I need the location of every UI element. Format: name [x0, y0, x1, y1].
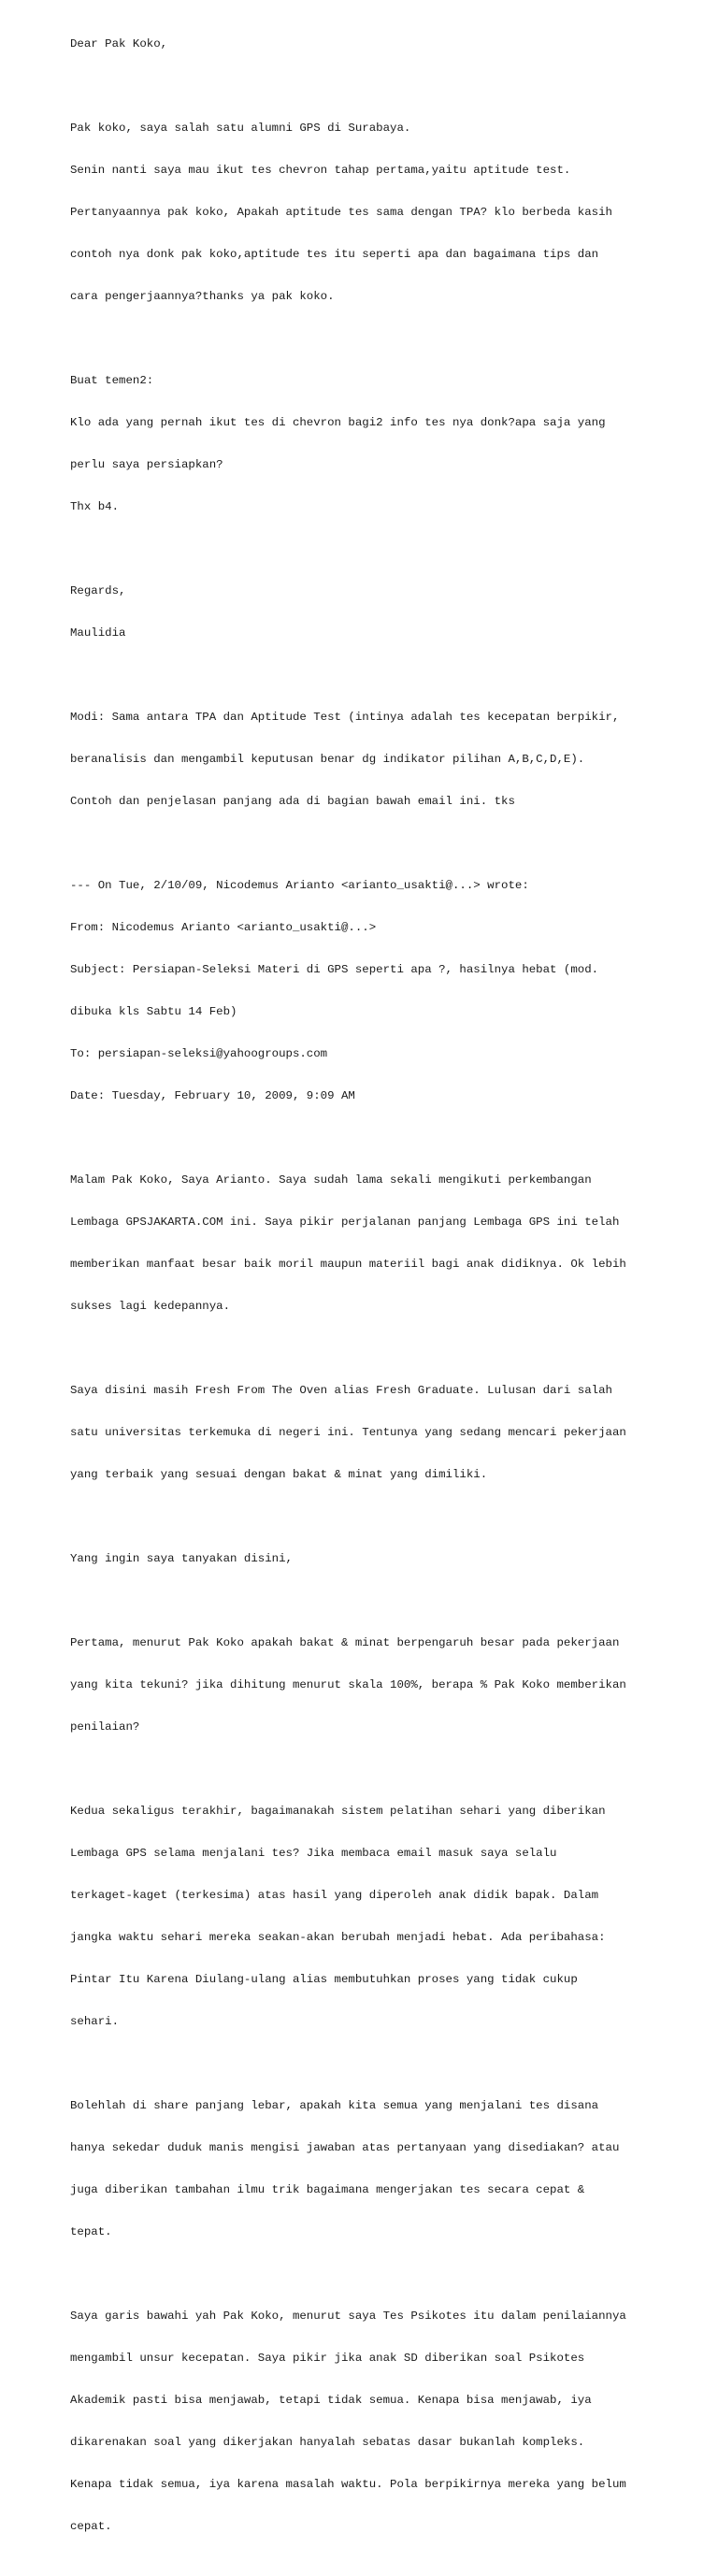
subject-line-continued: dibuka kls Sabtu 14 Feb)	[70, 1005, 237, 1018]
text-line: Saya garis bawahi yah Pak Koko, menurut saya Tes Psikotes itu dalam penilaiannya	[70, 2310, 626, 2323]
from-line: From: Nicodemus Arianto <arianto_usakti@...>	[70, 921, 377, 934]
text-line: Pintar Itu Karena Diulang-ulang alias membutuhkan proses yang tidak cukup	[70, 1973, 578, 1986]
text-line: memberikan manfaat besar baik moril maupun materiil bagi anak didiknya. Ok lebih	[70, 1258, 626, 1271]
text-line: Yang ingin saya tanyakan disini,	[70, 1552, 293, 1565]
body-paragraph	[70, 1356, 706, 1510]
text-line: Pak koko, saya salah satu alumni GPS di Surabaya.	[70, 122, 411, 135]
text-line: Regards,	[70, 584, 126, 597]
text-line: Malam Pak Koko, Saya Arianto. Saya sudah lama sekali mengikuti perkembangan	[70, 1173, 592, 1187]
text-line: Pertanyaannya pak koko, Apakah aptitude tes sama dengan TPA? klo berbeda kasih	[70, 206, 612, 219]
text-line: satu universitas terkemuka di negeri ini. Tentunya yang sedang mencari pekerjaan	[70, 1426, 626, 1439]
text-line: sehari.	[70, 2015, 120, 2028]
to-line: To: persiapan-seleksi@yahoogroups.com	[70, 1047, 328, 1060]
text-line: Pertama, menurut Pak Koko apakah bakat & minat berpengaruh besar pada pekerjaan	[70, 1636, 620, 1649]
text-line: yang kita tekuni? jika dihitung menurut skala 100%, berapa % Pak Koko memberikan	[70, 1678, 626, 1691]
body-paragraph	[70, 1777, 706, 2057]
text-line: Kenapa tidak semua, iya karena masalah waktu. Pola berpikirnya mereka yang belum	[70, 2478, 626, 2491]
email-document	[70, 9, 706, 2576]
date-line: Date: Tuesday, February 10, 2009, 9:09 AM	[70, 1089, 355, 1102]
text-line: sukses lagi kedepannya.	[70, 1300, 231, 1313]
text-line: Saya disini masih Fresh From The Oven alias Fresh Graduate. Lulusan dari salah	[70, 1384, 612, 1397]
text-line: tepat.	[70, 2225, 112, 2238]
text-line: Contoh dan penjelasan panjang ada di bagian bawah email ini. tks	[70, 795, 515, 808]
text-line: Modi: Sama antara TPA dan Aptitude Test (intinya adalah tes kecepatan berpikir,	[70, 711, 620, 724]
text-line: cara pengerjaannya?thanks ya pak koko.	[70, 290, 335, 303]
text-line: Thx b4.	[70, 500, 120, 513]
friends-paragraph	[70, 346, 706, 542]
text-line: beranalisis dan mengambil keputusan benar dg indikator pilihan A,B,C,D,E).	[70, 753, 585, 766]
text-line: hanya sekedar duduk manis mengisi jawaban atas pertanyaan yang disediakan? atau	[70, 2141, 620, 2154]
signoff	[70, 556, 706, 669]
text-line: contoh nya donk pak koko,aptitude tes itu seperti apa dan bagaimana tips dan	[70, 248, 599, 261]
text-line: penilaian?	[70, 1720, 140, 1734]
body-paragraph	[70, 1145, 706, 1342]
text-line: Klo ada yang pernah ikut tes di chevron bagi2 info tes nya donk?apa saja yang	[70, 416, 606, 429]
text-line: yang terbaik yang sesuai dengan bakat & minat yang dimiliki.	[70, 1468, 488, 1481]
text-line: perlu saya persiapkan?	[70, 458, 223, 471]
sender-name: Maulidia	[70, 626, 126, 640]
text-line: terkaget-kaget (terkesima) atas hasil yang diperoleh anak didik bapak. Dalam	[70, 1889, 599, 1902]
text-line: Buat temen2:	[70, 374, 154, 387]
greeting	[70, 9, 706, 79]
body-paragraph	[70, 2071, 706, 2267]
text-line: Bolehlah di share panjang lebar, apakah kita semua yang menjalani tes disana	[70, 2099, 599, 2112]
body-paragraph	[70, 1524, 706, 1594]
subject-line: Subject: Persiapan-Seleksi Materi di GPS seperti apa ?, hasilnya hebat (mod.	[70, 963, 599, 976]
text-line: mengambil unsur kecepatan. Saya pikir jika anak SD diberikan soal Psikotes	[70, 2352, 585, 2365]
text-line: cepat.	[70, 2520, 112, 2533]
text-line: dikarenakan soal yang dikerjakan hanyalah sebatas dasar bukanlah kompleks.	[70, 2436, 585, 2449]
intro-paragraph	[70, 94, 706, 332]
body-paragraph	[70, 1608, 706, 1763]
text-line: Lembaga GPSJAKARTA.COM ini. Saya pikir perjalanan panjang Lembaga GPS ini telah	[70, 1216, 620, 1229]
text-line: jangka waktu sehari mereka seakan-akan berubah menjadi hebat. Ada peribahasa:	[70, 1931, 606, 1944]
moderator-note	[70, 683, 706, 837]
quoted-header	[70, 851, 706, 1131]
greeting-line: Dear Pak Koko,	[70, 37, 168, 50]
text-line: Lembaga GPS selama menjalani tes? Jika membaca email masuk saya selalu	[70, 1847, 557, 1860]
text-line: Akademik pasti bisa menjawab, tetapi tidak semua. Kenapa bisa menjawab, iya	[70, 2394, 592, 2407]
body-paragraph	[70, 2281, 706, 2562]
text-line: Kedua sekaligus terakhir, bagaimanakah sistem pelatihan sehari yang diberikan	[70, 1805, 606, 1818]
quote-intro-line: --- On Tue, 2/10/09, Nicodemus Arianto <arianto_usakti@...> wrote:	[70, 879, 529, 892]
text-line: juga diberikan tambahan ilmu trik bagaimana mengerjakan tes secara cepat &	[70, 2183, 585, 2196]
text-line: Senin nanti saya mau ikut tes chevron tahap pertama,yaitu aptitude test.	[70, 164, 571, 177]
